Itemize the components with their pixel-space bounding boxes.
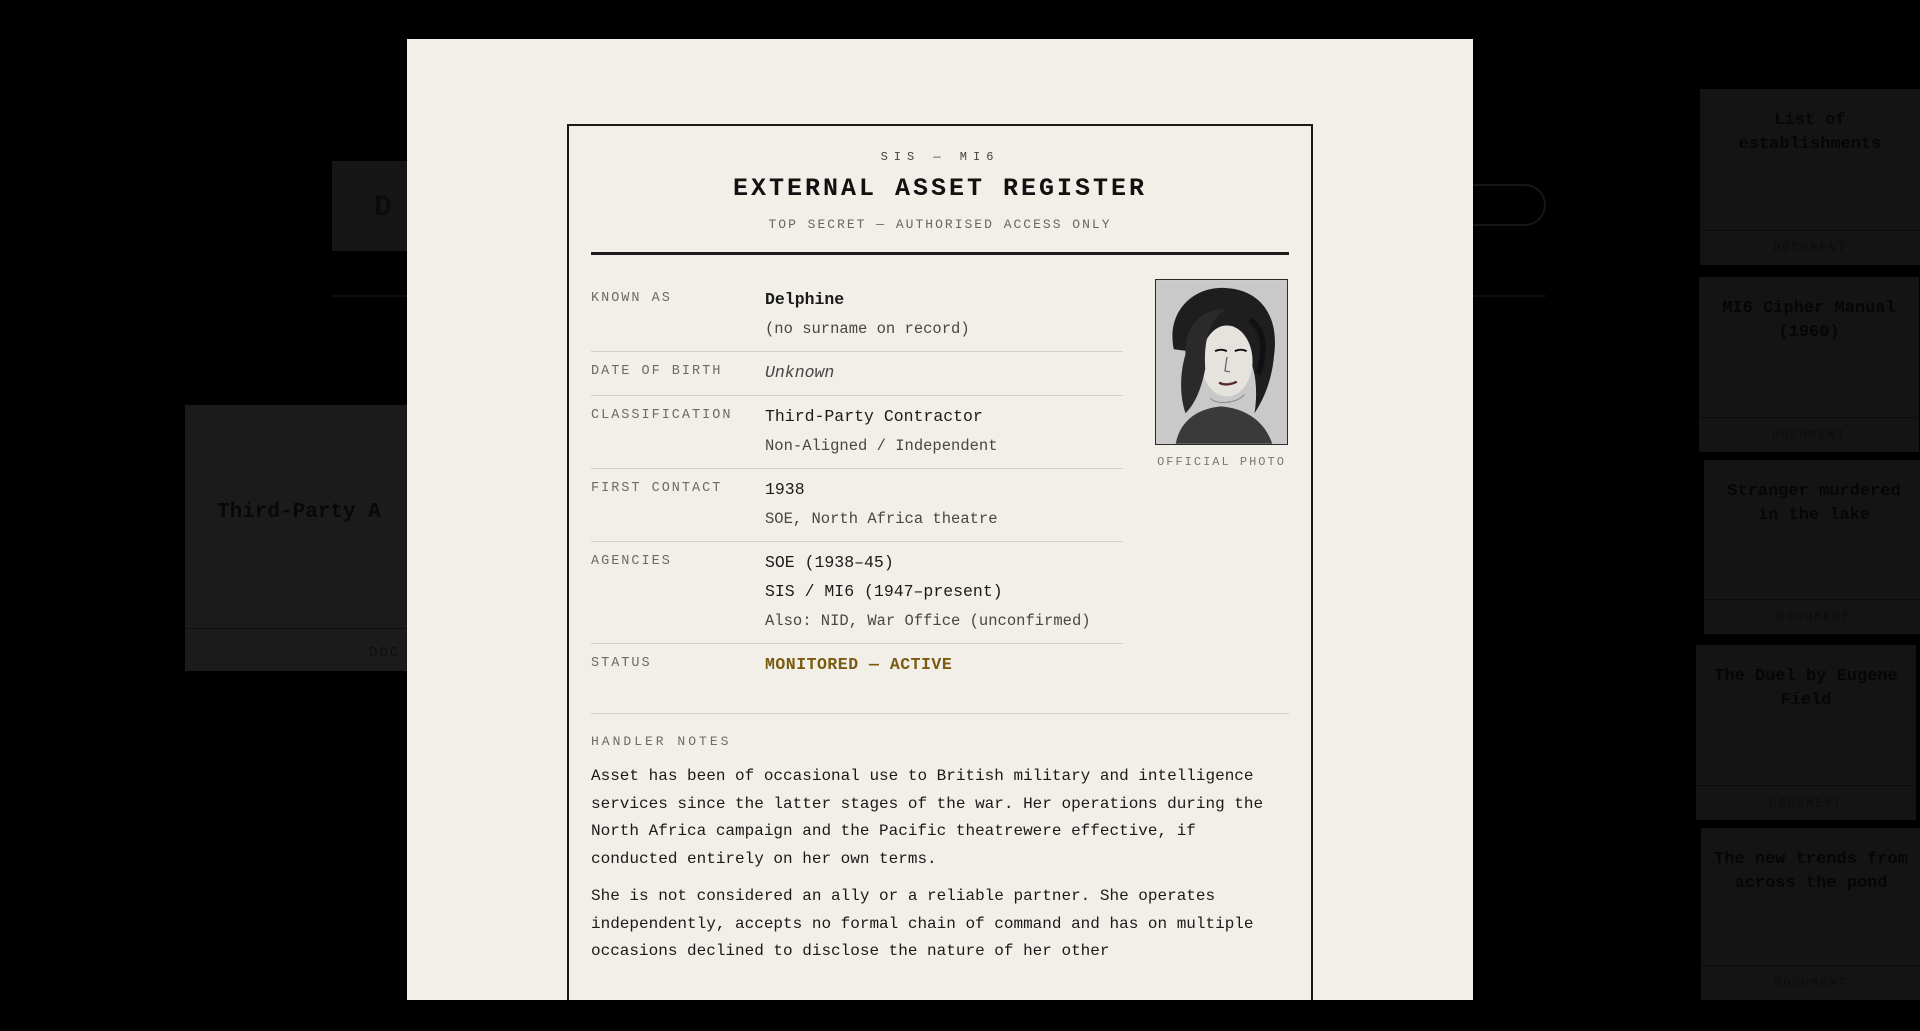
register-agency: SIS — MI6 bbox=[880, 150, 1000, 164]
portrait-image bbox=[1156, 280, 1287, 444]
bg-document-card bbox=[185, 405, 415, 671]
side-card-badge: DOCUMENT bbox=[1769, 796, 1843, 810]
field-value-group bbox=[765, 406, 1123, 457]
official-photo bbox=[1155, 279, 1288, 445]
side-card[interactable] bbox=[1704, 460, 1920, 634]
side-card-divider bbox=[1701, 965, 1920, 966]
field-known-as bbox=[591, 279, 1123, 352]
side-card[interactable] bbox=[1701, 828, 1920, 1000]
side-card-divider bbox=[1699, 417, 1919, 418]
side-card-title: Stranger murdered in the lake bbox=[1727, 482, 1901, 525]
side-card[interactable] bbox=[1696, 645, 1916, 820]
bg-document-card-divider bbox=[185, 628, 415, 629]
field-value-group bbox=[765, 289, 1123, 340]
field-note: (no surname on record) bbox=[765, 320, 970, 338]
field-note: Also: NID, War Office (unconfirmed) bbox=[765, 612, 1091, 630]
field-value: SIS / MI6 (1947–present) bbox=[765, 582, 1003, 601]
side-card[interactable] bbox=[1700, 89, 1920, 265]
status-value: MONITORED — ACTIVE bbox=[765, 655, 953, 674]
field-label: AGENCIES bbox=[591, 554, 672, 569]
field-label: FIRST CONTACT bbox=[591, 481, 723, 496]
field-label: STATUS bbox=[591, 656, 652, 671]
document-modal[interactable] bbox=[407, 39, 1473, 1000]
field-agencies bbox=[591, 542, 1123, 644]
side-card-divider bbox=[1696, 785, 1916, 786]
side-card-divider bbox=[1704, 599, 1920, 600]
side-card-badge: DOCUMENT bbox=[1772, 428, 1846, 442]
field-value: 1938 bbox=[765, 480, 805, 499]
register-title: EXTERNAL ASSET REGISTER bbox=[732, 174, 1148, 203]
field-first-contact bbox=[591, 469, 1123, 542]
asset-register-sheet bbox=[567, 124, 1313, 1000]
asset-info bbox=[591, 279, 1289, 687]
field-value: Unknown bbox=[765, 363, 835, 382]
side-card-badge: DOCUMENT bbox=[1777, 610, 1851, 624]
bg-header-text: D bbox=[374, 191, 393, 225]
handler-notes-paragraph: She is not considered an ally or a reliable partner. She operates independently, accepts no formal chain of command and has on multiple occasions declined to disclose the nature of her other bbox=[591, 887, 1254, 960]
field-value: Delphine bbox=[765, 290, 845, 309]
field-classification bbox=[591, 396, 1123, 469]
side-card-badge: DOCUMENT bbox=[1773, 241, 1847, 255]
photo-caption: OFFICIAL PHOTO bbox=[1157, 455, 1286, 469]
field-value: Third-Party Contractor bbox=[765, 407, 983, 426]
field-label: KNOWN AS bbox=[591, 291, 672, 306]
notes-divider bbox=[591, 713, 1289, 714]
field-status bbox=[591, 644, 1123, 687]
bg-document-card-badge: DOC bbox=[369, 645, 401, 661]
field-note: SOE, North Africa theatre bbox=[765, 510, 998, 528]
field-note: Non-Aligned / Independent bbox=[765, 437, 998, 455]
field-date-of-birth bbox=[591, 352, 1123, 396]
field-value-group bbox=[765, 362, 1123, 384]
register-subtitle: TOP SECRET — AUTHORISED ACCESS ONLY bbox=[768, 217, 1112, 232]
bg-document-card-title: Third-Party A bbox=[217, 501, 381, 524]
field-label: CLASSIFICATION bbox=[591, 408, 733, 423]
register-header bbox=[591, 126, 1289, 255]
side-card-title: MI6 Cipher Manual (1960) bbox=[1722, 299, 1896, 342]
side-card-title: List of establishments bbox=[1738, 111, 1882, 154]
handler-notes-paragraph: Asset has been of occasional use to British military and intelligence services since the latter stages of the war. Her operations during the North Africa campaign and the Pacific theatrewere effective, if conducted entirely on her own terms. bbox=[591, 767, 1264, 868]
side-card-badge: DOCUMENT bbox=[1774, 976, 1848, 990]
handler-notes-label: HANDLER NOTES bbox=[591, 734, 732, 749]
header-divider bbox=[591, 252, 1289, 255]
side-card-divider bbox=[1700, 230, 1920, 231]
side-card[interactable] bbox=[1699, 277, 1919, 452]
asset-fields bbox=[591, 279, 1123, 687]
field-value: SOE (1938–45) bbox=[765, 553, 894, 572]
field-label: DATE OF BIRTH bbox=[591, 364, 723, 379]
side-card-title: The Duel by Eugene Field bbox=[1714, 667, 1898, 710]
field-value-group bbox=[765, 479, 1123, 530]
field-value-group bbox=[765, 654, 1123, 676]
side-card-title: The new trends from across the pond bbox=[1714, 850, 1908, 893]
field-value-group bbox=[765, 552, 1123, 632]
